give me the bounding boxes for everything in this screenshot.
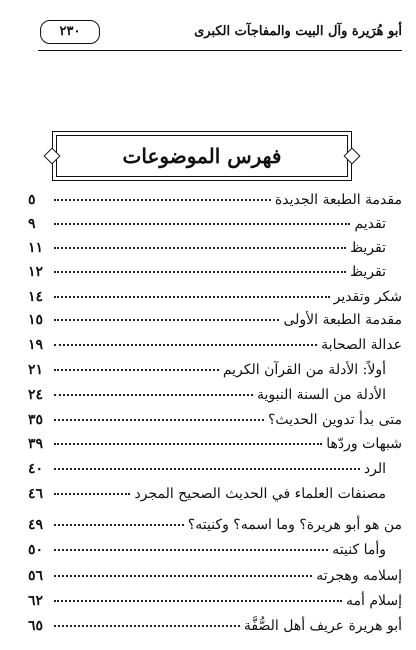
toc-entry (28, 618, 402, 640)
toc-entry-label: من هو أبو هريرة؟ وما اسمه؟ وكنيته؟ (187, 517, 402, 533)
toc-entry-page: ١٤ (28, 289, 44, 305)
toc-entry-page: ٥ (28, 192, 36, 208)
page-number: ٢٣٠ (40, 20, 100, 44)
toc-entry-page: ٣٥ (28, 412, 44, 428)
toc-entry (28, 264, 402, 286)
dot-leader (54, 247, 346, 249)
toc-entry (28, 436, 402, 458)
dot-leader (54, 493, 130, 495)
dot-leader (54, 394, 253, 396)
toc-entry-page: ١٢ (28, 264, 44, 280)
dot-leader (54, 223, 350, 225)
running-header (46, 22, 402, 46)
dot-leader (54, 524, 184, 526)
header-rule (38, 50, 402, 51)
dot-leader (54, 271, 346, 273)
dot-leader (54, 319, 279, 321)
toc-entry-page: ٣٩ (28, 436, 44, 452)
toc-entry-label: الرد (363, 461, 386, 477)
dot-leader (54, 199, 271, 201)
toc-entry (28, 593, 402, 615)
toc-entry-page: ٤٠ (28, 461, 44, 477)
toc-entry-label: تقريظ (350, 264, 386, 280)
toc-entry-label: مصنفات العلماء في الحديث الصحيح المجرد (134, 486, 386, 502)
toc-entry-label: متى بدأ تدوين الحديث؟ (267, 412, 402, 428)
toc-entry-label: أبو هريرة عريف أهل الصُّفَّة (243, 618, 402, 634)
toc-entry-label: إسلامه وهجرته (316, 568, 402, 584)
title-frame (52, 131, 352, 181)
toc-entry-page: ٩ (28, 216, 36, 232)
toc-entry (28, 387, 402, 409)
dot-leader (54, 369, 219, 371)
toc-entry-page: ١٥ (28, 312, 44, 328)
dot-leader (54, 575, 312, 577)
toc-entry (28, 568, 402, 590)
dot-leader (54, 443, 322, 445)
dot-leader (54, 296, 330, 298)
toc-entry (28, 461, 402, 483)
toc-entry-label: شكر وتقدير (333, 289, 402, 305)
dot-leader (54, 549, 328, 551)
dot-leader (54, 419, 264, 421)
dot-leader (54, 468, 360, 470)
toc-entry-label: تقديم (354, 216, 386, 232)
toc-entry-label: مقدمة الطبعة الجديدة (274, 192, 402, 208)
toc-entry (28, 312, 402, 334)
toc-entry (28, 412, 402, 434)
toc-entry-label: مقدمة الطبعة الأولى (283, 312, 402, 328)
toc-title: فهرس الموضوعات (122, 144, 282, 168)
toc-entry-label: تقريظ (350, 240, 386, 256)
toc-entry (28, 216, 402, 238)
toc-entry-page: ٦٢ (28, 593, 44, 609)
running-title: أبو هُرَيرة وآل البيت والمفاجآت الكبرى (194, 24, 402, 39)
toc-entry (28, 337, 402, 359)
toc-entry-page: ١٩ (28, 337, 44, 353)
toc-entry-page: ١١ (28, 240, 44, 256)
toc-entry-label: شبهات وردّها (326, 436, 402, 452)
toc-entry-page: ٦٥ (28, 618, 44, 634)
toc-entry-label: وأما كنيته (332, 542, 386, 558)
toc-entry (28, 192, 402, 214)
toc-entry-label: إسلام أمه (346, 593, 402, 609)
toc-entry (28, 289, 402, 311)
dot-leader (54, 344, 317, 346)
dot-leader (54, 625, 240, 627)
toc-entry (28, 240, 402, 262)
toc-entry-page: ٢١ (28, 362, 44, 378)
toc-entry-label: عدالة الصحابة (321, 337, 402, 353)
toc-entry-page: ٢٤ (28, 387, 44, 403)
toc-entry (28, 486, 402, 508)
toc-entry-page: ٤٩ (28, 517, 44, 533)
toc-entry-label: أولاً: الأدلة من القرآن الكريم (222, 362, 386, 378)
toc-entry (28, 517, 402, 539)
toc-entry-page: ٤٦ (28, 486, 44, 502)
toc-entry (28, 362, 402, 384)
toc-entry (28, 542, 402, 564)
dot-leader (54, 600, 342, 602)
toc-entry-label: الأدلة من السنة النبوية (256, 387, 386, 403)
toc-entry-page: ٥٦ (28, 568, 44, 584)
toc-entry-page: ٥٠ (28, 542, 44, 558)
